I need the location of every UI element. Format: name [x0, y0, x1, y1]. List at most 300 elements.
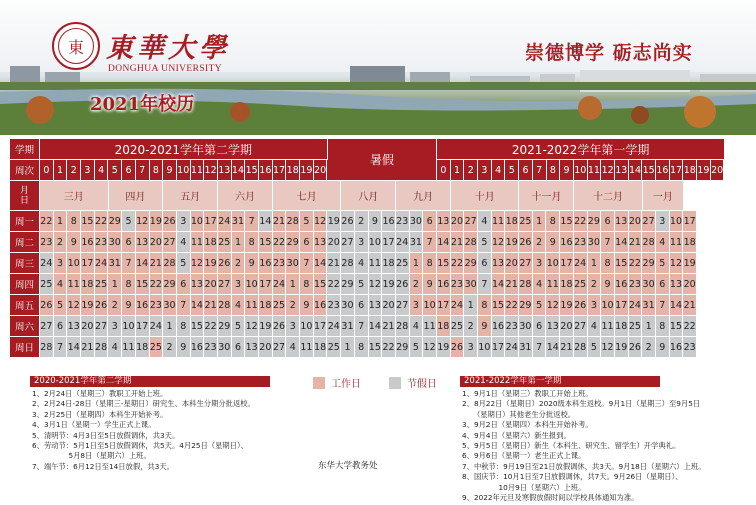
holiday-cell: 7 [54, 337, 68, 358]
week-number: 17 [273, 160, 287, 181]
note-item: 5、9月5日（星期日）新生（本科生、研究生、留学生）开学典礼。 [462, 441, 681, 451]
workday-cell: 24 [629, 295, 643, 316]
workday-cell: 20 [629, 211, 643, 232]
workday-cell: 18 [560, 274, 574, 295]
workday-cell: 16 [615, 274, 629, 295]
holiday-cell: 20 [259, 337, 273, 358]
month-label: 五月 [163, 181, 218, 211]
workday-cell: 17 [259, 274, 273, 295]
workday-cell: 22 [574, 211, 588, 232]
week-number: 7 [136, 160, 150, 181]
week-number: 15 [642, 160, 656, 181]
holiday-cell: 16 [492, 316, 506, 337]
holiday-cell: 17 [136, 316, 150, 337]
month-label: 四月 [109, 181, 164, 211]
week-number: 14 [629, 160, 643, 181]
workday-cell: 14 [191, 295, 205, 316]
workday-cell: 11 [546, 274, 560, 295]
holiday-cell: 22 [382, 337, 396, 358]
note-item: 2、2月24日-28日（星期三-星期日）研究生、本科生分期分批返校。 [32, 399, 255, 409]
weekday-row [10, 253, 746, 274]
holiday-cell: 8 [355, 337, 369, 358]
workday-cell: 1 [54, 211, 68, 232]
holiday-cell: 5 [588, 337, 602, 358]
semester2-header: 2021-2022学年第一学期 [437, 139, 725, 160]
workday-cell: 17 [204, 211, 218, 232]
workday-cell: 3 [232, 274, 246, 295]
holiday-cell: 29 [218, 316, 232, 337]
workday-cell: 19 [81, 295, 95, 316]
workday-cell: 3 [410, 295, 424, 316]
workday-cell: 15 [437, 253, 451, 274]
corner-month: 月 [19, 185, 29, 196]
holiday-cell: 29 [396, 337, 410, 358]
weekday-row [10, 211, 746, 232]
holiday-cell: 30 [218, 337, 232, 358]
workday-cell: 11 [191, 232, 205, 253]
workday-cell: 30 [108, 232, 122, 253]
workday-cell: 7 [245, 211, 259, 232]
holiday-cell: 4 [478, 211, 492, 232]
workday-cell: 14 [437, 232, 451, 253]
workday-cell: 10 [245, 274, 259, 295]
workday-cell: 11 [245, 295, 259, 316]
workday-cell: 18 [437, 316, 451, 337]
workday-cell: 24 [574, 253, 588, 274]
workday-cell: 2 [588, 274, 602, 295]
workday-cell: 21 [683, 295, 697, 316]
workday-cell: 26 [163, 211, 177, 232]
workday-cell: 2 [410, 274, 424, 295]
workday-cell: 30 [286, 253, 300, 274]
workday-cell: 24 [218, 211, 232, 232]
workday-cell: 1 [286, 274, 300, 295]
holiday-cell: 24 [396, 232, 410, 253]
workday-cell: 24 [451, 295, 465, 316]
university-name-en: DONGHUA UNIVERSITY [108, 64, 223, 74]
workday-cell: 6 [601, 211, 615, 232]
holiday-cell: 7 [355, 316, 369, 337]
workday-cell: 14 [615, 232, 629, 253]
holiday-cell: 20 [382, 295, 396, 316]
holiday-cell: 31 [341, 316, 355, 337]
note-item: 1、2月24日（星期三）教职工开始上班。 [32, 389, 168, 398]
holiday-cell: 9 [369, 211, 383, 232]
week-number: 6 [519, 160, 533, 181]
workday-cell: 13 [615, 211, 629, 232]
note-item: 7、端午节：6月12日至14日放假，共3天。 [32, 461, 174, 471]
holiday-cell: 23 [204, 337, 218, 358]
notes-left-list [32, 389, 255, 472]
holiday-cell: 15 [369, 337, 383, 358]
workday-cell: 21 [150, 253, 164, 274]
corner-month-day [10, 181, 40, 211]
workday-cell: 30 [464, 274, 478, 295]
workday-cell: 7 [122, 253, 136, 274]
month-label: 八月 [341, 181, 396, 211]
note-item: 6、9月6日（星期一）老生正式上课。 [462, 451, 586, 461]
workday-cell: 14 [670, 295, 684, 316]
workday-cell: 9 [423, 274, 437, 295]
workday-cell: 30 [163, 295, 177, 316]
workday-cell: 12 [191, 253, 205, 274]
workday-cell: 10 [423, 295, 437, 316]
workday-cell: 26 [519, 232, 533, 253]
workday-cell: 20 [451, 211, 465, 232]
workday-cell: 25 [150, 337, 164, 358]
weekday-label: 周二 [10, 232, 40, 253]
week-number: 15 [245, 160, 259, 181]
week-number: 4 [95, 160, 109, 181]
holiday-cell: 6 [533, 316, 547, 337]
workday-cell: 20 [505, 253, 519, 274]
weekday-row [10, 295, 746, 316]
holiday-cell: 19 [615, 337, 629, 358]
holiday-cell: 19 [382, 274, 396, 295]
vacation-header: 暑假 [328, 139, 438, 181]
workday-cell: 26 [574, 295, 588, 316]
workday-cell: 11 [492, 211, 506, 232]
workday-cell: 1 [410, 253, 424, 274]
holiday-cell: 23 [327, 295, 341, 316]
week-number: 13 [218, 160, 232, 181]
holiday-cell: 10 [122, 316, 136, 337]
note-item: 4、9月4日（星期六）新生报到。 [462, 430, 571, 440]
workday-cell: 3 [54, 253, 68, 274]
week-number: 17 [670, 160, 684, 181]
workday-cell: 17 [560, 253, 574, 274]
weekday-label: 周六 [10, 316, 40, 337]
workday-cell: 16 [314, 295, 328, 316]
workday-cell: 21 [451, 232, 465, 253]
workday-cell: 23 [629, 274, 643, 295]
workday-cell: 8 [601, 253, 615, 274]
holiday-cell: 30 [341, 295, 355, 316]
workday-cell: 28 [286, 211, 300, 232]
month-label: 六月 [218, 181, 273, 211]
workday-cell: 24 [273, 274, 287, 295]
workday-cell: 11 [670, 232, 684, 253]
holiday-cell: 18 [314, 337, 328, 358]
workday-cell: 14 [492, 274, 506, 295]
workday-cell: 15 [259, 232, 273, 253]
holiday-cell: 17 [314, 316, 328, 337]
workday-cell: 9 [300, 295, 314, 316]
week-number: 2 [67, 160, 81, 181]
week-number: 0 [437, 160, 451, 181]
legend [313, 375, 437, 390]
workday-cell: 26 [95, 295, 109, 316]
workday-cell: 3 [588, 295, 602, 316]
note-item: （星期日）其他老生分批返校。 [462, 409, 576, 419]
week-number: 1 [451, 160, 465, 181]
holiday-cell: 22 [327, 274, 341, 295]
week-number: 18 [286, 160, 300, 181]
workday-cell: 2 [108, 295, 122, 316]
workday-cell: 18 [204, 232, 218, 253]
note-item: 1、9月1日（星期三）教职工开始上班。 [462, 389, 593, 398]
holiday-cell: 18 [615, 316, 629, 337]
holiday-cell: 9 [656, 337, 670, 358]
note-item: 3、2月25日（星期四）本科生开始补考。 [32, 409, 168, 419]
workday-cell: 10 [546, 253, 560, 274]
workday-cell: 15 [314, 274, 328, 295]
holiday-cell: 3 [656, 211, 670, 232]
workday-cell: 29 [519, 295, 533, 316]
notes-left-title: 2020-2021学年第二学期 [30, 376, 270, 387]
holiday-cell: 20 [327, 232, 341, 253]
workday-cell: 9 [245, 253, 259, 274]
semester-row [10, 139, 746, 167]
holiday-cell: 28 [95, 337, 109, 358]
workday-cell: 25 [95, 274, 109, 295]
week-number: 6 [122, 160, 136, 181]
workday-cell: 12 [546, 295, 560, 316]
holiday-cell: 27 [396, 295, 410, 316]
holiday-cell: 11 [423, 316, 437, 337]
workday-cell: 23 [150, 295, 164, 316]
workday-cell: 20 [150, 232, 164, 253]
holiday-cell: 14 [369, 316, 383, 337]
workday-cell: 26 [451, 337, 465, 358]
workday-cell: 9 [601, 274, 615, 295]
workday-cell: 26 [218, 253, 232, 274]
holiday-cell: 3 [286, 316, 300, 337]
holiday-cell: 11 [601, 316, 615, 337]
workday-cell: 21 [629, 232, 643, 253]
workday-cell: 2 [286, 295, 300, 316]
holiday-cell: 18 [382, 253, 396, 274]
weekday-label: 周四 [10, 274, 40, 295]
workday-cell: 16 [81, 232, 95, 253]
holiday-cell: 16 [382, 211, 396, 232]
workday-cell: 8 [67, 211, 81, 232]
workday-cell: 16 [136, 295, 150, 316]
workday-cell: 25 [574, 274, 588, 295]
holiday-cell: 20 [81, 316, 95, 337]
holiday-cell: 25 [40, 274, 54, 295]
workday-cell: 12 [67, 295, 81, 316]
week-number: 16 [656, 160, 670, 181]
workday-cell: 1 [588, 253, 602, 274]
workday-cell: 7 [656, 295, 670, 316]
holiday-cell: 6 [478, 253, 492, 274]
holiday-cell: 8 [177, 316, 191, 337]
holiday-cell: 29 [341, 274, 355, 295]
holiday-swatch [389, 377, 401, 389]
holiday-cell: 24 [327, 316, 341, 337]
workday-cell: 13 [136, 232, 150, 253]
holiday-cell: 25 [629, 316, 643, 337]
workday-cell: 27 [642, 211, 656, 232]
holiday-cell: 25 [396, 253, 410, 274]
workday-cell: 18 [81, 274, 95, 295]
workday-cell: 8 [122, 274, 136, 295]
workday-cell: 9 [122, 295, 136, 316]
holiday-cell: 5 [122, 211, 136, 232]
week-number: 3 [478, 160, 492, 181]
holiday-cell: 23 [683, 337, 697, 358]
workday-cell: 7 [300, 253, 314, 274]
workday-cell: 29 [286, 232, 300, 253]
workday-cell: 17 [683, 211, 697, 232]
holiday-cell: 14 [259, 211, 273, 232]
holiday-cell: 3 [464, 337, 478, 358]
workday-cell: 3 [533, 253, 547, 274]
holiday-cell: 10 [369, 232, 383, 253]
holiday-cell: 11 [369, 253, 383, 274]
workday-cell: 18 [683, 232, 697, 253]
holiday-cell: 26 [396, 274, 410, 295]
workday-cell: 9 [478, 316, 492, 337]
workday-cell: 22 [273, 232, 287, 253]
week-number: 5 [108, 160, 122, 181]
holiday-cell: 12 [601, 337, 615, 358]
workday-cell: 28 [642, 232, 656, 253]
workday-cell: 21 [273, 211, 287, 232]
workday-cell: 19 [505, 232, 519, 253]
seal-glyph: 東 [58, 28, 94, 64]
holiday-cell: 2 [355, 211, 369, 232]
holiday-cell: 4 [588, 316, 602, 337]
legend-workday: 工作日 [331, 379, 361, 390]
holiday-cell: 5 [478, 232, 492, 253]
workday-cell: 14 [314, 253, 328, 274]
workday-cell: 28 [519, 274, 533, 295]
note-item: 7、中秋节：9月19日至21日放假调休，共3天。9月18日（星期六）上班。 [462, 461, 706, 471]
holiday-cell: 4 [108, 337, 122, 358]
note-item: 5、清明节：4月3日至5日放假调休，共3天。 [32, 430, 180, 440]
holiday-cell: 28 [40, 337, 54, 358]
workday-cell: 15 [560, 211, 574, 232]
week-number: 10 [574, 160, 588, 181]
holiday-cell: 22 [683, 316, 697, 337]
workday-cell: 6 [177, 274, 191, 295]
holiday-cell: 19 [327, 211, 341, 232]
workday-cell: 19 [204, 253, 218, 274]
workday-cell: 20 [683, 274, 697, 295]
holiday-cell: 12 [423, 337, 437, 358]
week-number: 7 [533, 160, 547, 181]
workday-cell: 8 [300, 274, 314, 295]
workday-cell: 28 [464, 232, 478, 253]
workday-cell: 30 [588, 232, 602, 253]
month-label: 一月 [643, 181, 684, 211]
workday-cell: 17 [615, 295, 629, 316]
workday-cell: 15 [615, 253, 629, 274]
workday-cell: 22 [95, 211, 109, 232]
workday-cell: 5 [300, 211, 314, 232]
workday-cell: 22 [505, 295, 519, 316]
workday-cell: 18 [259, 295, 273, 316]
holiday-cell: 17 [382, 232, 396, 253]
workday-cell: 21 [505, 274, 519, 295]
holiday-cell: 8 [656, 316, 670, 337]
academic-affairs-office: 东华大学教务处 [318, 461, 378, 471]
holiday-cell: 30 [519, 316, 533, 337]
holiday-cell: 5 [355, 274, 369, 295]
holiday-cell: 12 [245, 316, 259, 337]
holiday-cell: 31 [519, 337, 533, 358]
workday-cell: 16 [437, 274, 451, 295]
label-week: 周次 [10, 160, 40, 181]
holiday-cell: 16 [191, 337, 205, 358]
weekday-row [10, 337, 746, 358]
week-number: 19 [300, 160, 314, 181]
week-number: 5 [505, 160, 519, 181]
note-item: 6、劳动节：5月1日至5日放假调休，共5天。4月25日（星期日）、 [32, 441, 248, 451]
workday-cell: 15 [136, 274, 150, 295]
workday-cell: 10 [670, 211, 684, 232]
week-number: 9 [163, 160, 177, 181]
note-item: 9、2022年元旦及寒假放假时间以学校具体通知为准。 [462, 493, 639, 503]
note-item: 10月9日（星期六）上班。 [462, 482, 586, 492]
workday-cell: 23 [451, 274, 465, 295]
notes-right-list [462, 389, 705, 503]
week-number: 12 [204, 160, 218, 181]
holiday-cell: 6 [232, 337, 246, 358]
holiday-cell: 19 [437, 337, 451, 358]
holiday-cell: 11 [122, 337, 136, 358]
holiday-cell: 27 [273, 337, 287, 358]
workday-cell: 30 [642, 274, 656, 295]
holiday-cell: 14 [546, 337, 560, 358]
workday-cell: 27 [519, 253, 533, 274]
workday-cell: 1 [533, 211, 547, 232]
workday-cell: 29 [588, 211, 602, 232]
workday-cell: 21 [204, 295, 218, 316]
week-number: 10 [177, 160, 191, 181]
week-number: 14 [232, 160, 246, 181]
workday-cell: 4 [533, 274, 547, 295]
holiday-cell: 27 [40, 316, 54, 337]
workday-cell: 28 [218, 295, 232, 316]
holiday-cell: 14 [67, 337, 81, 358]
weekday-row [10, 316, 746, 337]
workday-swatch [313, 377, 325, 389]
month-label: 七月 [273, 181, 342, 211]
holiday-cell: 30 [410, 211, 424, 232]
workday-cell: 2 [533, 232, 547, 253]
holiday-cell: 27 [95, 316, 109, 337]
workday-cell: 8 [546, 211, 560, 232]
holiday-cell: 28 [574, 337, 588, 358]
workday-cell: 19 [560, 295, 574, 316]
week-number: 19 [697, 160, 711, 181]
holiday-cell: 24 [150, 316, 164, 337]
holiday-cell: 12 [369, 274, 383, 295]
workday-cell: 24 [95, 253, 109, 274]
month-label: 十二月 [574, 181, 643, 211]
workday-cell: 25 [273, 295, 287, 316]
workday-cell: 13 [191, 274, 205, 295]
workday-cell: 29 [642, 253, 656, 274]
workday-cell: 25 [218, 232, 232, 253]
holiday-cell: 4 [286, 337, 300, 358]
workday-cell: 9 [67, 232, 81, 253]
holiday-cell: 5 [177, 253, 191, 274]
workday-cell: 10 [191, 211, 205, 232]
week-number: 1 [54, 160, 68, 181]
workday-cell: 15 [81, 211, 95, 232]
holiday-cell: 26 [341, 211, 355, 232]
workday-cell: 29 [163, 274, 177, 295]
workday-cell: 29 [108, 211, 122, 232]
holiday-cell: 10 [478, 337, 492, 358]
holiday-cell: 4 [410, 316, 424, 337]
holiday-cell: 24 [505, 337, 519, 358]
month-row [10, 181, 746, 211]
